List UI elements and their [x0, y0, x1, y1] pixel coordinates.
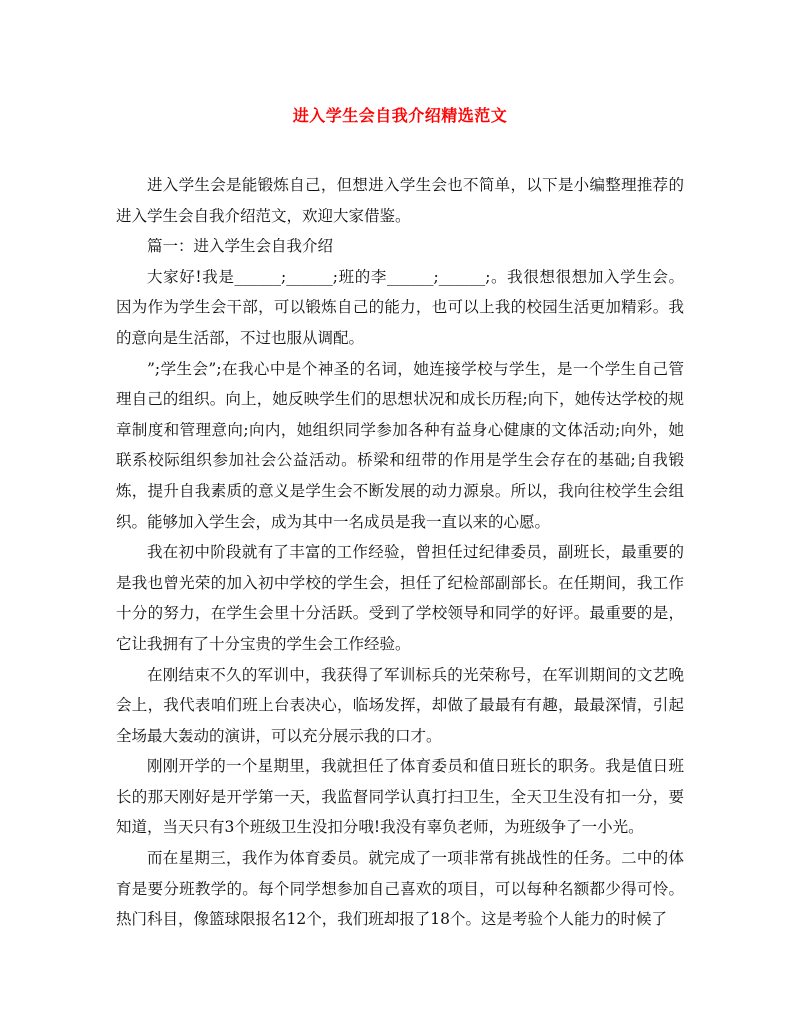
paragraph-intro: 进入学生会是能锻炼自己，但想进入学生会也不简单，以下是小编整理推荐的进入学生会自我介绍范文，欢迎大家借鉴。: [116, 176, 684, 225]
paragraph-experience: 我在初中阶段就有了丰富的工作经验，曾担任过纪律委员，副班长，最重要的是我也曾光荣的加入初中学校的学生会，担任了纪检部副部长。在任期间，我工作十分的努力，在学生会里十分活跃。受到了学校领导和同学的好评。最重要的是，它让我拥有了十分宝贵的学生会工作经验。: [116, 543, 684, 653]
document-body: [116, 170, 684, 935]
section-heading: 篇一：进入学生会自我介绍: [147, 237, 334, 256]
paragraph-military-training: 在刚结束不久的军训中，我获得了军训标兵的光荣称号，在军训期间的文艺晚会上，我代表咱们班上台表决心，临场发挥，却做了最最有有趣，最最深情，引起全场最大轰动的演讲，可以充分展示我的口才。: [116, 665, 684, 745]
document-title: 进入学生会自我介绍精选范文: [292, 106, 508, 125]
paragraph-student-union: ”;学生会”;在我心中是个神圣的名词，她连接学校与学生，是一个学生自己管理自己的组织。向上，她反映学生们的思想状况和成长历程;向下，她传达学校的规章制度和管理意向;向内，她组织同学参加各种有益身心健康的文体活动;向外，她联系校际组织参加社会公益活动。桥梁和纽带的作用是学生会存在的基础;自我锻炼，提升自我素质的意义是学生会不断发展的动力源泉。所以，我向往校学生会组织。能够加入学生会，成为其中一名成员是我一直以来的心愿。: [116, 359, 684, 531]
paragraph-wednesday: 而在星期三，我作为体育委员。就完成了一项非常有挑战性的任务。二中的体育是要分班教学的。每个同学想参加自己喜欢的项目，可以每种名额都少得可怜。热门科目，像篮球限报名12个，我们班却报了18个。这是考验个人能力的时候了: [116, 849, 684, 929]
paragraph-first-week: 刚刚开学的一个星期里，我就担任了体育委员和值日班长的职务。我是值日班长的那天刚好是开学第一天，我监督同学认真打扫卫生，全天卫生没有扣一分，要知道，当天只有3个班级卫生没扣分哦!我没有辜负老师，为班级争了一小光。: [116, 757, 684, 837]
paragraph-greeting: 大家好!我是______;______;班的李______;______;。我很想很想加入学生会。因为作为学生会干部，可以锻炼自己的能力，也可以上我的校园生活更加精彩。我的意向是生活部，不过也服从调配。: [116, 267, 684, 347]
